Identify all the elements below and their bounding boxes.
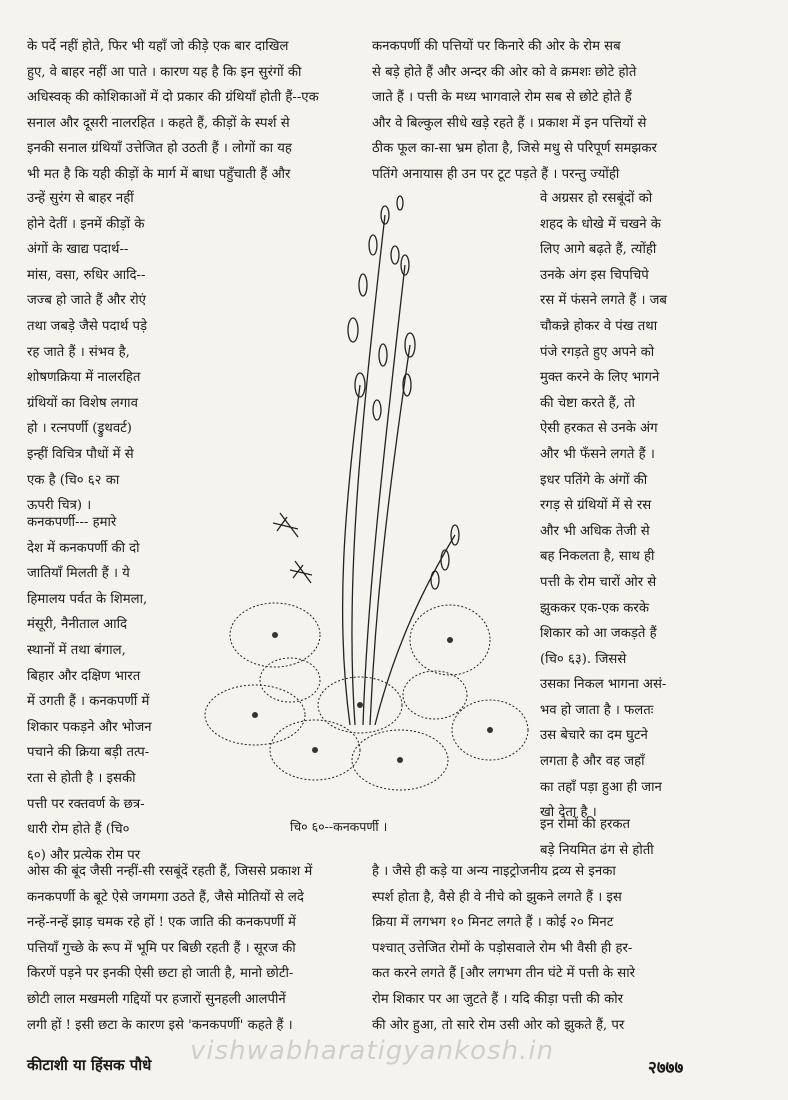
text-line: अधिस्वक् की कोशिकाओं में दो प्रकार की ग्रंथियाँ होती हैं--एक xyxy=(27,90,319,106)
text-line: का तहाँ पड़ा हुआ ही जान xyxy=(540,779,662,795)
text-line: शिकार पकड़ने और भोजन xyxy=(27,719,152,735)
text-line: से बड़े होते हैं और अन्दर की ओर को वे क्रमशः छोटे होते xyxy=(372,64,637,80)
text-line: भव हो जाता है । फलतः xyxy=(540,702,654,718)
text-line: रह जाते हैं । संभव है, xyxy=(27,344,130,360)
text-line: चौकन्ने होकर वे पंख तथा xyxy=(540,318,658,334)
text-line: होने देतीं । इनमें कीड़ों के xyxy=(27,216,145,232)
text-line: शिकार को आ जकड़ते हैं xyxy=(540,626,657,642)
text-line: जज्ब हो जाते हैं और रोएं xyxy=(27,293,146,309)
text-line: इधर पतिंगे के अंगों की xyxy=(540,472,648,488)
text-line: लगी हों ! इसी छटा के कारण इसे 'कनकपर्णी' कहते हैं । xyxy=(27,1017,293,1033)
text-line: रता से होती है । इसकी xyxy=(27,770,136,786)
text-line: हिमालय पर्वत के शिमला, xyxy=(27,591,148,607)
text-line: क्रिया में लगभग १० मिनट लगते हैं । कोई २० मिनट xyxy=(372,915,614,931)
text-line: झुककर एक-एक करके xyxy=(540,600,649,616)
right-column-mid xyxy=(540,812,710,863)
text-line: मांस, वसा, रुधिर आदि-- xyxy=(27,267,146,283)
text-line: तथा जबड़े जैसे पदार्थ पड़े xyxy=(27,318,148,334)
text-line: पंजे रगड़ते हुए अपने को xyxy=(540,344,655,360)
text-line: बड़े नियमित ढंग से होती xyxy=(540,842,654,858)
text-line: है । जैसे ही कड़े या अन्य नाइट्रोजनीय द्रव्य से इनका xyxy=(372,864,616,879)
text-line: उनके अंग इस चिपचिपे xyxy=(540,267,649,283)
text-line: पत्ती पर रक्तवर्ण के छत्र- xyxy=(27,796,145,812)
text-line: की चेष्टा करते हैं, तो xyxy=(540,395,635,411)
right-column-bottom xyxy=(372,859,710,1038)
text-line: इन्हीं विचित्र पौधों में से xyxy=(27,446,134,462)
text-line: हुए, वे बाहर नहीं आ पाते । कारण यह है कि इन सुरंगों की xyxy=(27,64,302,80)
text-line: और भी फँसने लगते हैं । xyxy=(540,446,655,462)
watermark: vishwabharatigyankosh.in xyxy=(190,1036,555,1066)
text-line: सनाल और दूसरी नालरहित । कहते हैं, कीड़ों के स्पर्श से xyxy=(27,115,290,131)
text-line: लिए आगे बढ़ते हैं, त्योंही xyxy=(540,242,657,258)
text-line: रस में फंसने लगते हैं । जब xyxy=(540,293,667,309)
footer-title: कीटाशी या हिंसक पौधे xyxy=(27,1056,152,1074)
text-line: ऐसी हरकत से उनके अंग xyxy=(540,421,658,437)
text-line: जातियाँ मिलती हैं । ये xyxy=(27,566,130,582)
text-line: उस बेचारे का दम घुटने xyxy=(540,728,648,744)
text-line: पचाने की क्रिया बड़ी तत्प- xyxy=(27,745,150,761)
text-line: ६०) और प्रत्येक रोम पर xyxy=(27,847,141,863)
text-line: ऊपरी चित्र) । xyxy=(27,498,92,514)
text-line: उसका निकल भागना असं- xyxy=(540,677,667,693)
text-line: और वे बिल्कुल सीधे खड़े रहते हैं । प्रकाश में इन पत्तियों से xyxy=(372,115,647,131)
text-line: कनकपर्णी के बूटे ऐसे जगमगा उठते हैं, जैसे मोतियों से लदे xyxy=(27,889,304,905)
text-line: किरणें पड़ने पर इनकी ऐसी छटा हो जाती है, मानो छोटी- xyxy=(27,966,294,982)
right-column-top xyxy=(372,34,710,188)
text-line: मुक्त करने के लिए भागने xyxy=(540,370,660,386)
text-line: अंगों के खाद्य पदार्थ-- xyxy=(27,242,129,258)
left-column-narrow xyxy=(27,186,185,519)
text-line: कनकपर्णी--- हमारे xyxy=(27,515,117,530)
sundew-plant-illustration xyxy=(195,185,535,815)
text-line: ग्रंथियों का विशेष लगाव xyxy=(27,395,138,411)
figure-caption: चि० ६०--कनकपर्णी । xyxy=(290,819,388,834)
text-line: (चि० ६३). जिससे xyxy=(540,651,627,667)
text-line: रोम शिकार पर आ जुटते हैं । यदि कीड़ा पत्ती की कोर xyxy=(372,991,624,1007)
text-line: छोटी लाल मखमली गद्दियों पर हजारों सुनहली आलपीनें xyxy=(27,991,286,1007)
text-line: में उगती हैं । कनकपर्णी में xyxy=(27,694,150,710)
text-line: कनकपर्णी की पत्तियों पर किनारे की ओर के रोम सब xyxy=(372,39,621,54)
text-line: पतिंगे अनायास ही उन पर टूट पड़ते हैं । परन्तु ज्योंही xyxy=(372,166,620,182)
left-column-bottom xyxy=(27,859,352,1038)
text-line: जाते हैं । पत्ती के मध्य भागवाले रोम सब से छोटे होते हैं xyxy=(372,90,632,106)
page-number: २७७७ xyxy=(648,1058,684,1078)
text-line: इनकी सनाल ग्रंथियाँ उत्तेजित हो उठती हैं । लोगों का यह xyxy=(27,141,292,157)
text-line: उन्हें सुरंग से बाहर नहीं xyxy=(27,191,134,206)
text-line: पश्चात् उत्तेजित रोमों के पड़ोसवाले रोम भी वैसी ही हर- xyxy=(372,940,633,956)
text-line: हो । रत्नपर्णी (ड्रुथवर्ट) xyxy=(27,421,132,437)
text-line: रगड़ से ग्रंथियों में से रस xyxy=(540,498,652,514)
text-line: पत्तियाँ गुच्छे के रूप में भूमि पर बिछी रहती हैं । सूरज की xyxy=(27,940,296,956)
text-line: बह निकलता है, साथ ही xyxy=(540,549,655,565)
text-line: खो देता है । xyxy=(540,805,597,821)
text-line: देश में कनकपर्णी की दो xyxy=(27,540,140,556)
text-line: ठीक फूल का-सा भ्रम होता है, जिसे मधु से परिपूर्ण समझकर xyxy=(372,141,657,157)
text-line: और भी अधिक तेजी से xyxy=(540,523,650,539)
text-line: पत्ती के रोम चारों ओर से xyxy=(540,574,657,590)
text-line: वे अग्रसर हो रसबूंदों को xyxy=(540,191,653,206)
text-line: कत करने लगते हैं [और लगभग तीन घंटे में पत्ती के सारे xyxy=(372,966,636,982)
text-line: शोषणक्रिया में नालरहित xyxy=(27,370,141,386)
text-line: की ओर हुआ, तो सारे रोम उसी ओर को झुकते हैं, पर xyxy=(372,1017,625,1033)
text-line: लगता है और वह जहाँ xyxy=(540,754,645,770)
text-line: एक है (चि० ६२ का xyxy=(27,472,120,488)
text-line: के पर्दे नहीं होते, फिर भी यहाँ जो कीड़े एक बार दाखिल xyxy=(27,39,289,54)
text-line: स्थानों में तथा बंगाल, xyxy=(27,642,126,658)
text-line: स्पर्श होता है, वैसे ही वे नीचे को झुकने लगते हैं । इस xyxy=(372,889,622,905)
text-line: भी मत है कि यही कीड़ों के मार्ग में बाधा पहुँचाती हैं और xyxy=(27,166,291,182)
text-line: मंसूरी, नैनीताल आदि xyxy=(27,617,128,633)
text-line: नन्हें-नन्हें झाड़ चमक रहे हों ! एक जाति की कनकपर्णी में xyxy=(27,915,296,931)
text-line: शहद के धोखे में चखने के xyxy=(540,216,661,232)
left-column-top xyxy=(27,34,352,188)
text-line: धारी रोम होते हैं (चि० xyxy=(27,822,130,838)
right-column-narrow xyxy=(540,186,710,826)
text-line: ओस की बूंद जैसी नन्हीं-सी रसबूंदें रहती हैं, जिससे प्रकाश में xyxy=(27,864,313,879)
text-line: इन रोमों की हरकत xyxy=(540,817,631,832)
text-line: बिहार और दक्षिण भारत xyxy=(27,668,141,684)
left-column-kanakparni xyxy=(27,510,185,868)
